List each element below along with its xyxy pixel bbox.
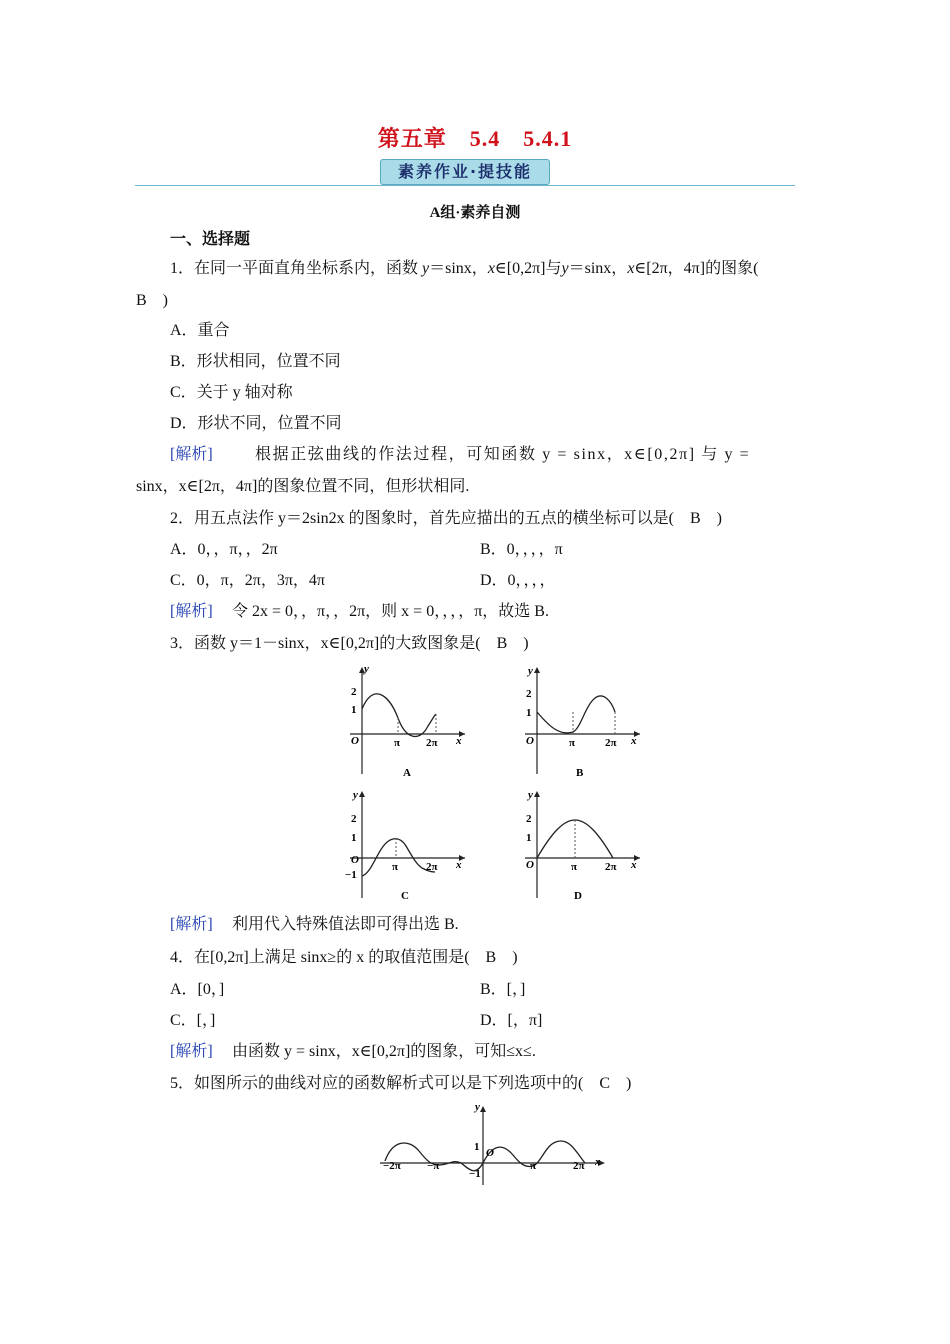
section-banner: 素养作业·提技能	[380, 159, 550, 185]
tick-minus-pi: −π	[427, 1160, 440, 1172]
q2-option-c: C．0，π，2π，3π，4π	[170, 572, 325, 589]
graph-label-a: A	[403, 767, 411, 779]
curve	[362, 839, 435, 876]
q3-graph-a	[340, 662, 470, 782]
tick-2pi: 2π	[426, 861, 438, 873]
graph-label-b: B	[576, 767, 584, 779]
q2-option-b: B．0，，，，π	[480, 541, 563, 558]
y-axis-arrow	[534, 667, 540, 673]
y-label: y	[353, 789, 358, 801]
group-title: A组·素养自测	[429, 205, 521, 221]
q4-analysis-label: [解析]	[170, 1043, 213, 1060]
q2-stem: 2．用五点法作 y＝2sin2x 的图象时，首先应描出的五点的横坐标可以是( B )	[170, 510, 723, 527]
y-label: y	[475, 1103, 480, 1113]
tick-1: 1	[526, 707, 532, 719]
x-label: x	[456, 859, 462, 871]
tick-2: 2	[526, 688, 532, 700]
curve	[362, 694, 436, 737]
y-axis-arrow	[480, 1106, 486, 1112]
tick-1: 1	[474, 1141, 480, 1153]
q1-answer: B )	[136, 292, 169, 309]
tick-2pi: 2π	[605, 861, 617, 873]
q3-graph-b	[515, 662, 645, 782]
section-heading: 一、选择题	[170, 231, 251, 248]
q4-option-d: D．[，π]	[480, 1012, 543, 1029]
q2-analysis-label: [解析]	[170, 603, 213, 620]
q3-stem: 3．函数 y＝1－sinx，x∈[0,2π]的大致图象是( B )	[170, 635, 529, 652]
q4-option-a: A．[0，]	[170, 981, 225, 998]
q3-graph-c	[340, 786, 470, 906]
y-axis-arrow	[359, 791, 365, 797]
x-label: x	[595, 1156, 601, 1168]
tick-pi: π	[394, 737, 401, 749]
q3-graph-d	[515, 786, 645, 906]
page-title: 第五章 5.4 5.4.1	[377, 126, 573, 151]
origin-label: O	[486, 1147, 494, 1159]
origin-label: O	[351, 735, 359, 747]
header-divider	[135, 185, 795, 186]
tick-pi: π	[392, 861, 399, 873]
q1-option-b: B．形状相同，位置不同	[170, 353, 341, 370]
tick-2: 2	[526, 813, 532, 825]
q1-analysis-label: [解析]	[170, 446, 213, 463]
tick-minus-2pi: −2π	[383, 1160, 401, 1172]
q4-option-b: B．[，]	[480, 981, 526, 998]
tick-2pi: 2π	[573, 1160, 585, 1172]
origin-label: O	[351, 854, 359, 866]
y-axis-arrow	[534, 791, 540, 797]
tick-2: 2	[351, 686, 357, 698]
q4-analysis: 由函数 y = sinx，x∈[0,2π]的图象，可知≤x≤.	[232, 1043, 536, 1060]
q1-analysis-line2: sinx，x∈[2π，4π]的图象位置不同，但形状相同.	[136, 478, 470, 495]
q5-stem: 5．如图所示的曲线对应的函数解析式可以是下列选项中的( C )	[170, 1075, 632, 1092]
tick-2pi: 2π	[605, 737, 617, 749]
q1-option-a: A．重合	[170, 322, 230, 339]
q5-graph	[375, 1103, 610, 1188]
q2-analysis: 令 2x = 0，，π，，2π，则 x = 0，，，，π，故选 B.	[232, 603, 549, 620]
graph-label-d: D	[574, 890, 582, 902]
tick-minus1: −1	[469, 1168, 481, 1180]
q1-option-d: D．形状不同，位置不同	[170, 415, 342, 432]
x-label: x	[456, 735, 462, 747]
origin-label: O	[526, 735, 534, 747]
tick-minus1: −1	[345, 869, 357, 881]
q4-stem: 4．在[0,2π]上满足 sinx≥的 x 的取值范围是( B )	[170, 949, 518, 966]
tick-pi: π	[530, 1160, 537, 1172]
q3-analysis-label: [解析]	[170, 916, 213, 933]
origin-label: O	[526, 859, 534, 871]
graph-label-c: C	[401, 890, 409, 902]
q2-option-a: A．0，，π，，2π	[170, 541, 278, 558]
y-label: y	[528, 789, 533, 801]
y-label: y	[364, 663, 369, 675]
y-label: y	[528, 665, 533, 677]
tick-pi: π	[569, 737, 576, 749]
q3-analysis: 利用代入特殊值法即可得出选 B.	[232, 916, 459, 933]
q2-option-d: D．0，，，，	[480, 572, 556, 589]
q1-analysis-line1: 根据正弦曲线的作法过程，可知函数 y = sinx，x∈[0,2π] 与 y =	[255, 446, 751, 463]
curve	[385, 1141, 585, 1171]
tick-2pi: 2π	[426, 737, 438, 749]
tick-1: 1	[351, 704, 357, 716]
tick-pi: π	[571, 861, 578, 873]
x-label: x	[631, 735, 637, 747]
q1-stem: 1．在同一平面直角坐标系内，函数 y＝sinx，x∈[0,2π]与y＝sinx，x∈[2π，4π]的图象(	[170, 260, 759, 277]
q4-option-c: C．[，]	[170, 1012, 216, 1029]
x-label: x	[631, 859, 637, 871]
tick-2: 2	[351, 813, 357, 825]
q1-option-c: C．关于 y 轴对称	[170, 384, 293, 401]
tick-1: 1	[526, 832, 532, 844]
tick-1: 1	[351, 832, 357, 844]
curve	[537, 696, 615, 733]
